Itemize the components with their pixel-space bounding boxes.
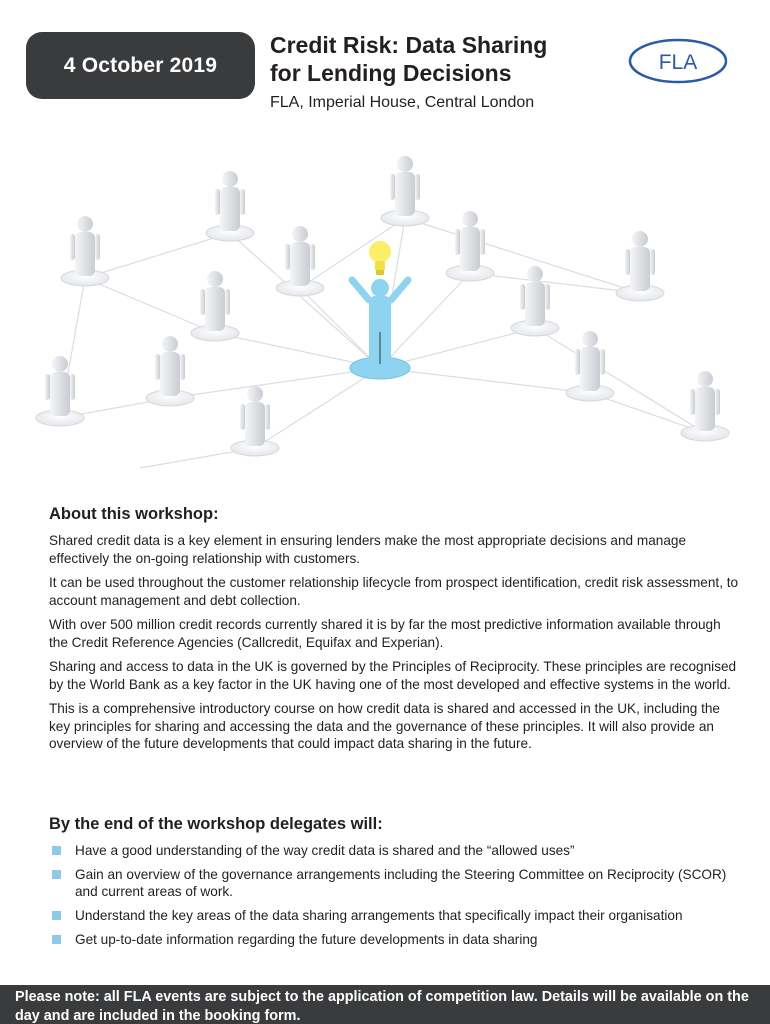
about-paragraph: Sharing and access to data in the UK is governed by the Principles of Reciprocity. These principles are recognised by the World Bank as a key factor in the UK having one of the most developed and effective systems in the world. (49, 659, 737, 692)
about-paragraph: Shared credit data is a key element in ensuring lenders make the most appropriate decisions and manage effectively the on-going relationship with customers. (49, 533, 687, 566)
page-title (270, 31, 610, 87)
square-bullet-icon (52, 935, 61, 944)
lightbulb-icon (369, 241, 391, 275)
outcomes-list (49, 842, 739, 948)
about-section (49, 505, 739, 760)
network-illustration (0, 148, 770, 478)
square-bullet-icon (52, 911, 61, 920)
event-venue: FLA, Imperial House, Central London (270, 94, 535, 111)
list-item-text: Gain an overview of the governance arrangements including the Steering Committee on Reciprocity (SCOR) and current areas of work. (75, 867, 727, 899)
title-line-1: Credit Risk: Data Sharing (270, 32, 548, 58)
about-paragraph: It can be used throughout the customer relationship lifecycle from prospect identification, credit risk assessment, to account management and debt collection. (49, 575, 739, 608)
list-item (49, 907, 739, 924)
about-paragraph: This is a comprehensive introductory course on how credit data is shared and accessed in the UK, including the key principles for sharing and accessing the data and the governance of these principles. It will also provide an overview of the future developments that could impact data sharing in the future. (49, 701, 720, 751)
outcomes-section (49, 815, 739, 955)
event-date: 4 October 2019 (63, 53, 218, 77)
list-item-text: Get up-to-date information regarding the future developments in data sharing (75, 932, 538, 947)
title-line-2: for Lending Decisions (270, 60, 512, 86)
square-bullet-icon (52, 870, 61, 879)
competition-law-note: Please note: all FLA events are subject to the application of competition law. Details will be available on the day and are included in the booking form. (15, 989, 749, 1024)
highlighted-person-icon (350, 279, 410, 379)
list-item (49, 842, 739, 859)
about-paragraph: With over 500 million credit records currently shared it is by far the most predictive information available through the Credit Reference Agencies (Callcredit, Equifax and Experian). (49, 617, 721, 650)
date-badge (26, 32, 255, 99)
footer-note (0, 985, 770, 1024)
list-item (49, 931, 739, 948)
list-item-text: Have a good understanding of the way credit data is shared and the “allowed uses” (75, 843, 575, 858)
outcomes-heading: By the end of the workshop delegates will: (49, 815, 383, 833)
square-bullet-icon (52, 846, 61, 855)
logo-text: FLA (658, 51, 698, 74)
fla-logo (628, 38, 728, 84)
about-heading: About this workshop: (49, 505, 219, 523)
list-item-text: Understand the key areas of the data sharing arrangements that specifically impact their organisation (75, 908, 683, 923)
list-item (49, 866, 739, 900)
